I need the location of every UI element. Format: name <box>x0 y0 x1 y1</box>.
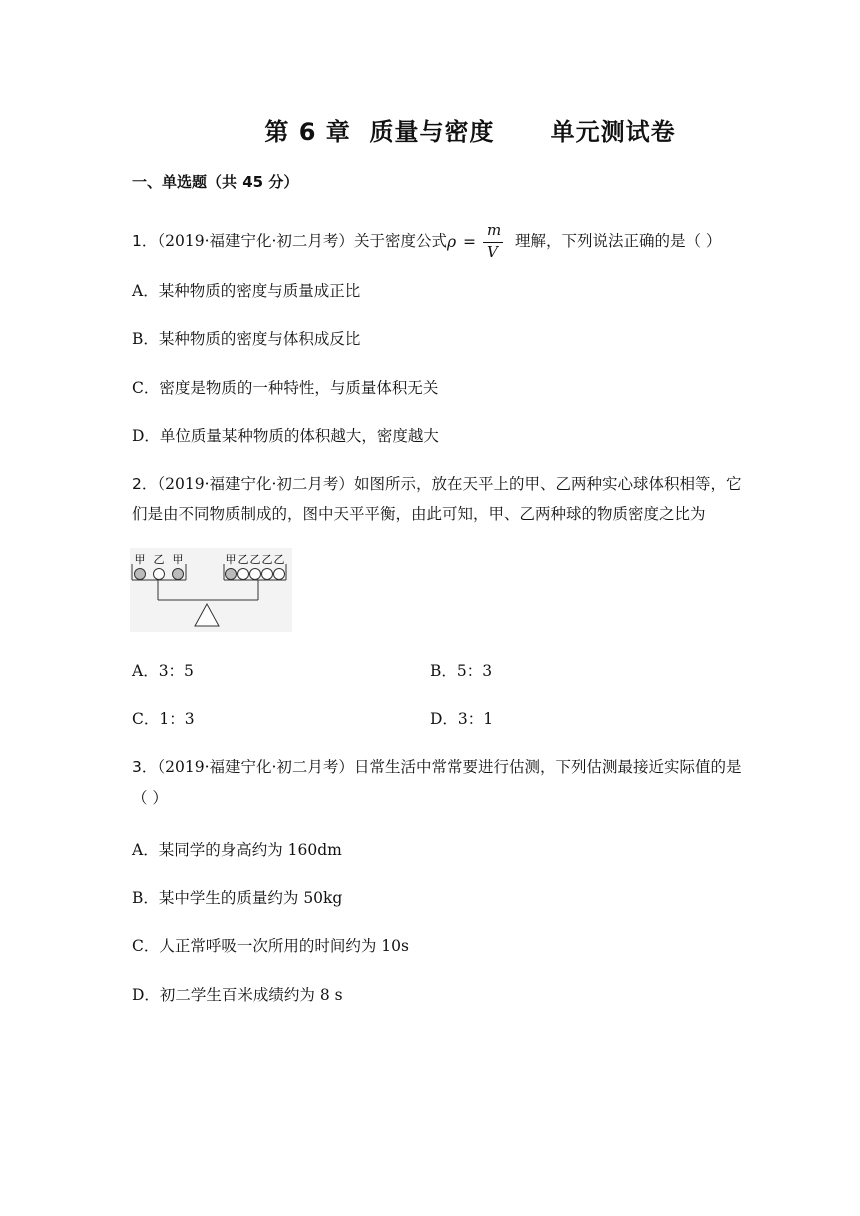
question-text: 如图所示，放在天平上的甲、乙两种实心球体积相等，它 <box>353 475 742 493</box>
ball-label: 乙 <box>237 553 249 566</box>
section-heading: 一、单选题（共 45 分） <box>132 173 299 191</box>
ball-label: 甲 <box>134 553 146 566</box>
balance-scale-figure <box>130 548 292 632</box>
option-d: D．初二学生百米成绩约为 8 s <box>132 986 343 1004</box>
option-b: B．某中学生的质量约为 50kg <box>132 889 343 907</box>
ball-yi <box>238 569 249 580</box>
formula-rho: ρ <box>446 233 457 251</box>
ball-label: 乙 <box>273 553 285 566</box>
question-1-stem <box>132 222 721 262</box>
question-number: 2． <box>132 475 158 493</box>
question-text: 日常生活中常常要进行估测，下列估测最接近实际值的是 <box>353 758 742 776</box>
option-c: C．人正常呼吸一次所用的时间约为 10s <box>132 937 409 955</box>
ball-jia <box>173 569 184 580</box>
question-text: 关于密度公式 <box>353 232 447 250</box>
question-source: （2019·福建宁化·初二月考） <box>157 758 354 776</box>
ball-label: 乙 <box>249 553 261 566</box>
option-b: B．某种物质的密度与体积成反比 <box>132 330 361 348</box>
option-c: C．密度是物质的一种特性，与质量体积无关 <box>132 379 439 397</box>
question-number: 3． <box>132 758 158 776</box>
ball-jia <box>226 569 237 580</box>
option-a: A．某同学的身高约为 160dm <box>132 841 342 859</box>
option-b: B．5：3 <box>430 662 493 680</box>
option-d: D．3：1 <box>430 710 494 728</box>
ball-label: 甲 <box>225 553 237 566</box>
density-formula <box>447 222 515 262</box>
formula-equals: = <box>462 233 476 251</box>
question-source: （2019·福建宁化·初二月考） <box>157 475 354 493</box>
question-2-stem-line1 <box>132 472 741 494</box>
option-a: A．某种物质的密度与质量成正比 <box>132 282 361 300</box>
ball-label: 乙 <box>153 553 165 566</box>
formula-numerator: m <box>486 221 502 239</box>
page-title: 第 6 章 质量与密度 单元测试卷 <box>264 118 676 146</box>
ball-yi <box>154 569 165 580</box>
option-a: A．3：5 <box>132 662 194 680</box>
ball-yi <box>274 569 285 580</box>
question-source: （2019·福建宁化·初二月考） <box>157 232 354 250</box>
ball-yi <box>262 569 273 580</box>
ball-yi <box>250 569 261 580</box>
question-text-end: 理解，下列说法正确的是（ ） <box>514 232 722 250</box>
formula-denominator: V <box>486 243 498 261</box>
question-3-stem-line2: （ ） <box>132 789 168 807</box>
ball-label: 乙 <box>261 553 273 566</box>
ball-label: 甲 <box>172 553 184 566</box>
question-3-stem-line1 <box>132 755 741 777</box>
option-d: D．单位质量某种物质的体积越大，密度越大 <box>132 427 439 445</box>
option-c: C．1：3 <box>132 710 195 728</box>
question-2-stem-line2: 们是由不同物质制成的，图中天平平衡，由此可知，甲、乙两种球的物质密度之比为 <box>132 505 706 523</box>
question-number: 1． <box>132 232 158 250</box>
ball-jia <box>135 569 146 580</box>
